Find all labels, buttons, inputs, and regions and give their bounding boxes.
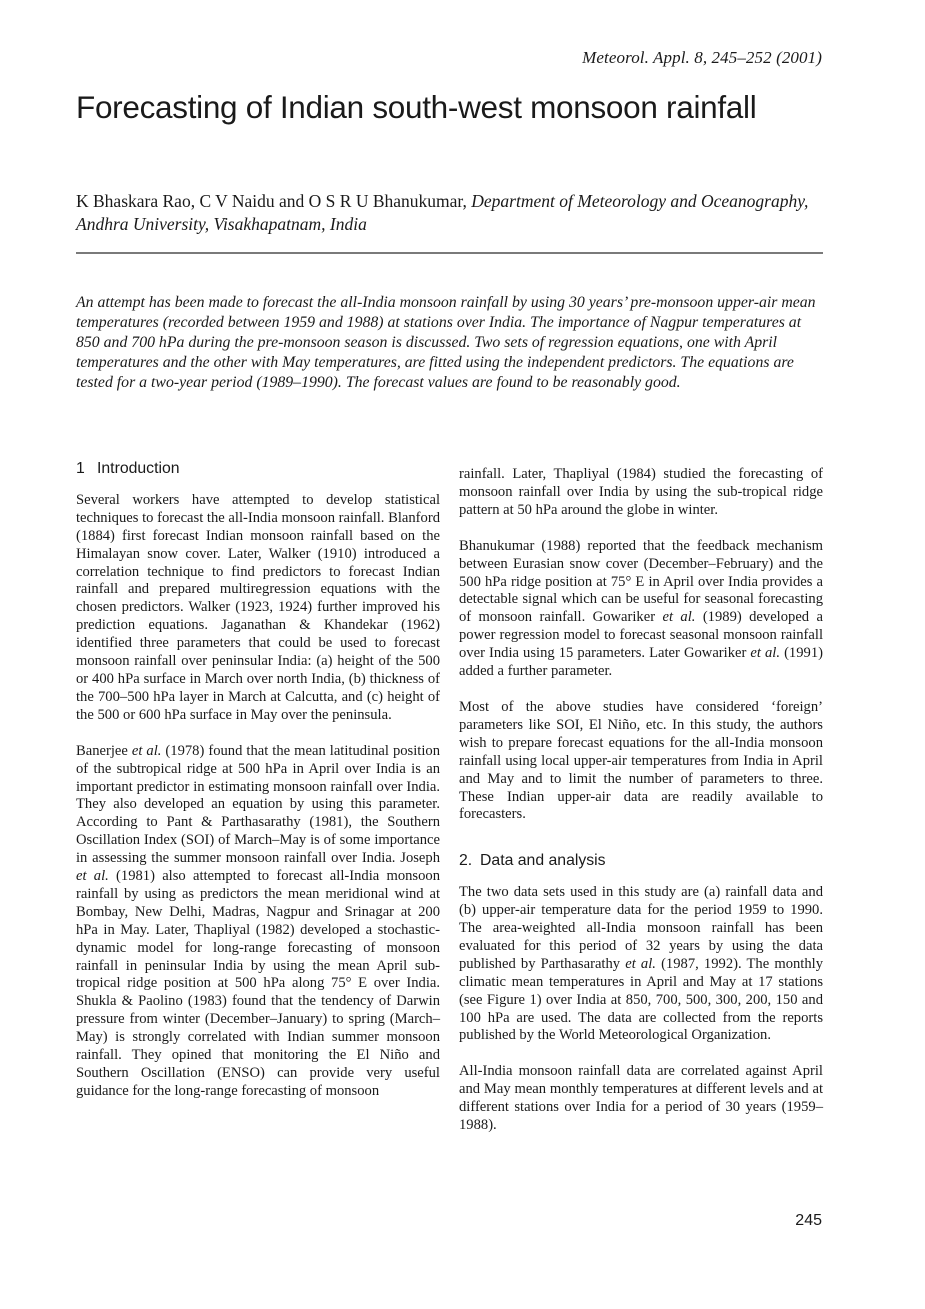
- text-run: (1981) also attempted to forecast all-India monsoon rainfall by using as predictors the mean meridional wind at Bombay, New Delhi, Madras, Nagpur and Srinagar at 200 hPa in May. Later, Thapliyal (1982) developed a stochastic-dynamic model for long-range forecasting of monsoon rainfall in peninsular India by using the mean April sub-tropical ridge position at 500 hPa along 75° E over India. Shukla & Paolino (1983) found that the tendency of Darwin pressure from winter (December–January) to spring (March–May) is strongly correlated with Indian summer monsoon rainfall. They opined that monitoring the El Niño and Southern Oscillation (ENSO) can provide very useful guidance for the long-range forecasting of monsoon: [76, 868, 440, 1099]
- text-run: The two data sets used in this study are (a) rainfall data and (b) upper-air temperature data for the period 1959 to 1990. The area-weighted all-India monsoon rainfall has been evaluated for this period of 32 years by using the data published by Parthasarathy: [459, 884, 823, 972]
- article-title: Forecasting of Indian south-west monsoon rainfall: [76, 89, 757, 125]
- et-al-italic: al.: [93, 868, 109, 885]
- text-run: Banerjee: [76, 742, 132, 759]
- paragraph: All-India monsoon rainfall data are correlated against April and May mean monthly temperatures at different levels and at different stations over India for a period of 30 years (1959–1988).: [459, 1063, 823, 1134]
- text-run: (1989) developed a power regression model to forecast seasonal monsoon rainfall over India using 15 parameters. Later Gowariker: [459, 609, 823, 662]
- paragraph: [459, 538, 823, 681]
- text-run: Bhanukumar (1988) reported that the feedback mechanism between Eurasian snow cover (December–February) and the 500 hPa ridge position at 75° E in April over India provides a detectable signal which can be useful for seasonal forecasting of monsoon rainfall. Gowariker: [459, 537, 823, 626]
- et-al-italic: et al.: [750, 645, 781, 662]
- author-affiliation: Department of Meteorology and Oceanography, Andhra University, Visakhapatnam, India: [76, 191, 809, 234]
- section-number: 1: [76, 460, 85, 477]
- et-al-italic: et al.: [662, 609, 696, 626]
- paragraph: Most of the above studies have considered ‘foreign’ parameters like SOI, El Niño, etc. In this study, the authors wish to prepare forecast equations for the all-India monsoon rainfall using local upper-air temperatures from India in April and May and to limit the number of parameters to three. These Indian upper-air data are readily available to forecasters.: [459, 698, 823, 823]
- et-al-italic: et al.: [131, 742, 162, 759]
- author-names: K Bhaskara Rao, C V Naidu and O S R U Bhanukumar,: [76, 191, 467, 211]
- paragraph: [76, 743, 440, 1101]
- paragraph: Several workers have attempted to develop statistical techniques to forecast the all-India monsoon rainfall. Blanford (1884) first forecast Indian monsoon rainfall based on the Himalayan snow cover. Later, Walker (1910) introduced a correlation technique to find predictors to forecast Indian rainfall and prepared multiregression equations with the chosen predictors. Walker (1923, 1924) further improved his prediction equations. Jaganathan & Khandekar (1962) identified three parameters that could be used to forecast monsoon rainfall over peninsular India: (a) height of the 500 or 400 hPa surface in March over north India, (b) thickness of the 700–500 hPa layer in March at Calcutta, and (c) height of the 500 or 600 hPa surface in May over the peninsula.: [76, 491, 440, 723]
- paragraph: [459, 884, 823, 1045]
- text-run: (1991) added a further parameter.: [459, 645, 823, 680]
- abstract: An attempt has been made to forecast the all-India monsoon rainfall by using 30 years’ pre-monsoon upper-air mean temperatures (recorded between 1959 and 1988) at stations over India. The importance of Nagpur temperatures at 850 and 700 hPa during the pre-monsoon season is discussed. Two sets of regression equations, one with April temperatures and the other with May temperatures, are fitted using the independent predictors. The equations are tested for a two-year period (1989–1990). The forecast values are found to be reasonably good.: [76, 294, 816, 391]
- section-heading-data-and-analysis: [459, 852, 823, 870]
- text-run: (1987, 1992). The monthly climatic mean temperatures in April and May at 17 stations (see Figure 1) over India at 850, 700, 500, 300, 200, 150 and 100 hPa are used. The data are collected from the reports published by the World Meteorological Organization.: [459, 955, 823, 1044]
- section-number: 2.: [459, 852, 473, 870]
- et-al-italic: et al.: [625, 955, 656, 972]
- section-title: Introduction: [97, 460, 180, 477]
- section-heading-introduction: [76, 460, 440, 478]
- right-column: [459, 466, 823, 1135]
- section-title: Data and analysis: [480, 852, 606, 870]
- journal-reference: Meteorol. Appl. 8, 245–252 (2001): [582, 48, 822, 67]
- paragraph: rainfall. Later, Thapliyal (1984) studied the forecasting of monsoon rainfall over India by using the sub-tropical ridge pattern at 50 hPa around the globe in winter.: [459, 466, 823, 518]
- author-line: [76, 190, 836, 236]
- header-divider: [76, 252, 823, 254]
- page-number: 245: [795, 1212, 822, 1229]
- text-run: (1978) found that the mean latitudinal position of the subtropical ridge at 500 hPa in April over India is an important predictor in estimating monsoon rainfall over India. They also developed an equation by using this parameter. According to Pant & Parthasarathy (1981), the Southern Oscillation Index (SOI) of March–May is of some importance in assessing the summer monsoon rainfall over India. Joseph: [76, 742, 440, 867]
- et-al-italic: et: [76, 868, 87, 885]
- left-column: [76, 460, 440, 1101]
